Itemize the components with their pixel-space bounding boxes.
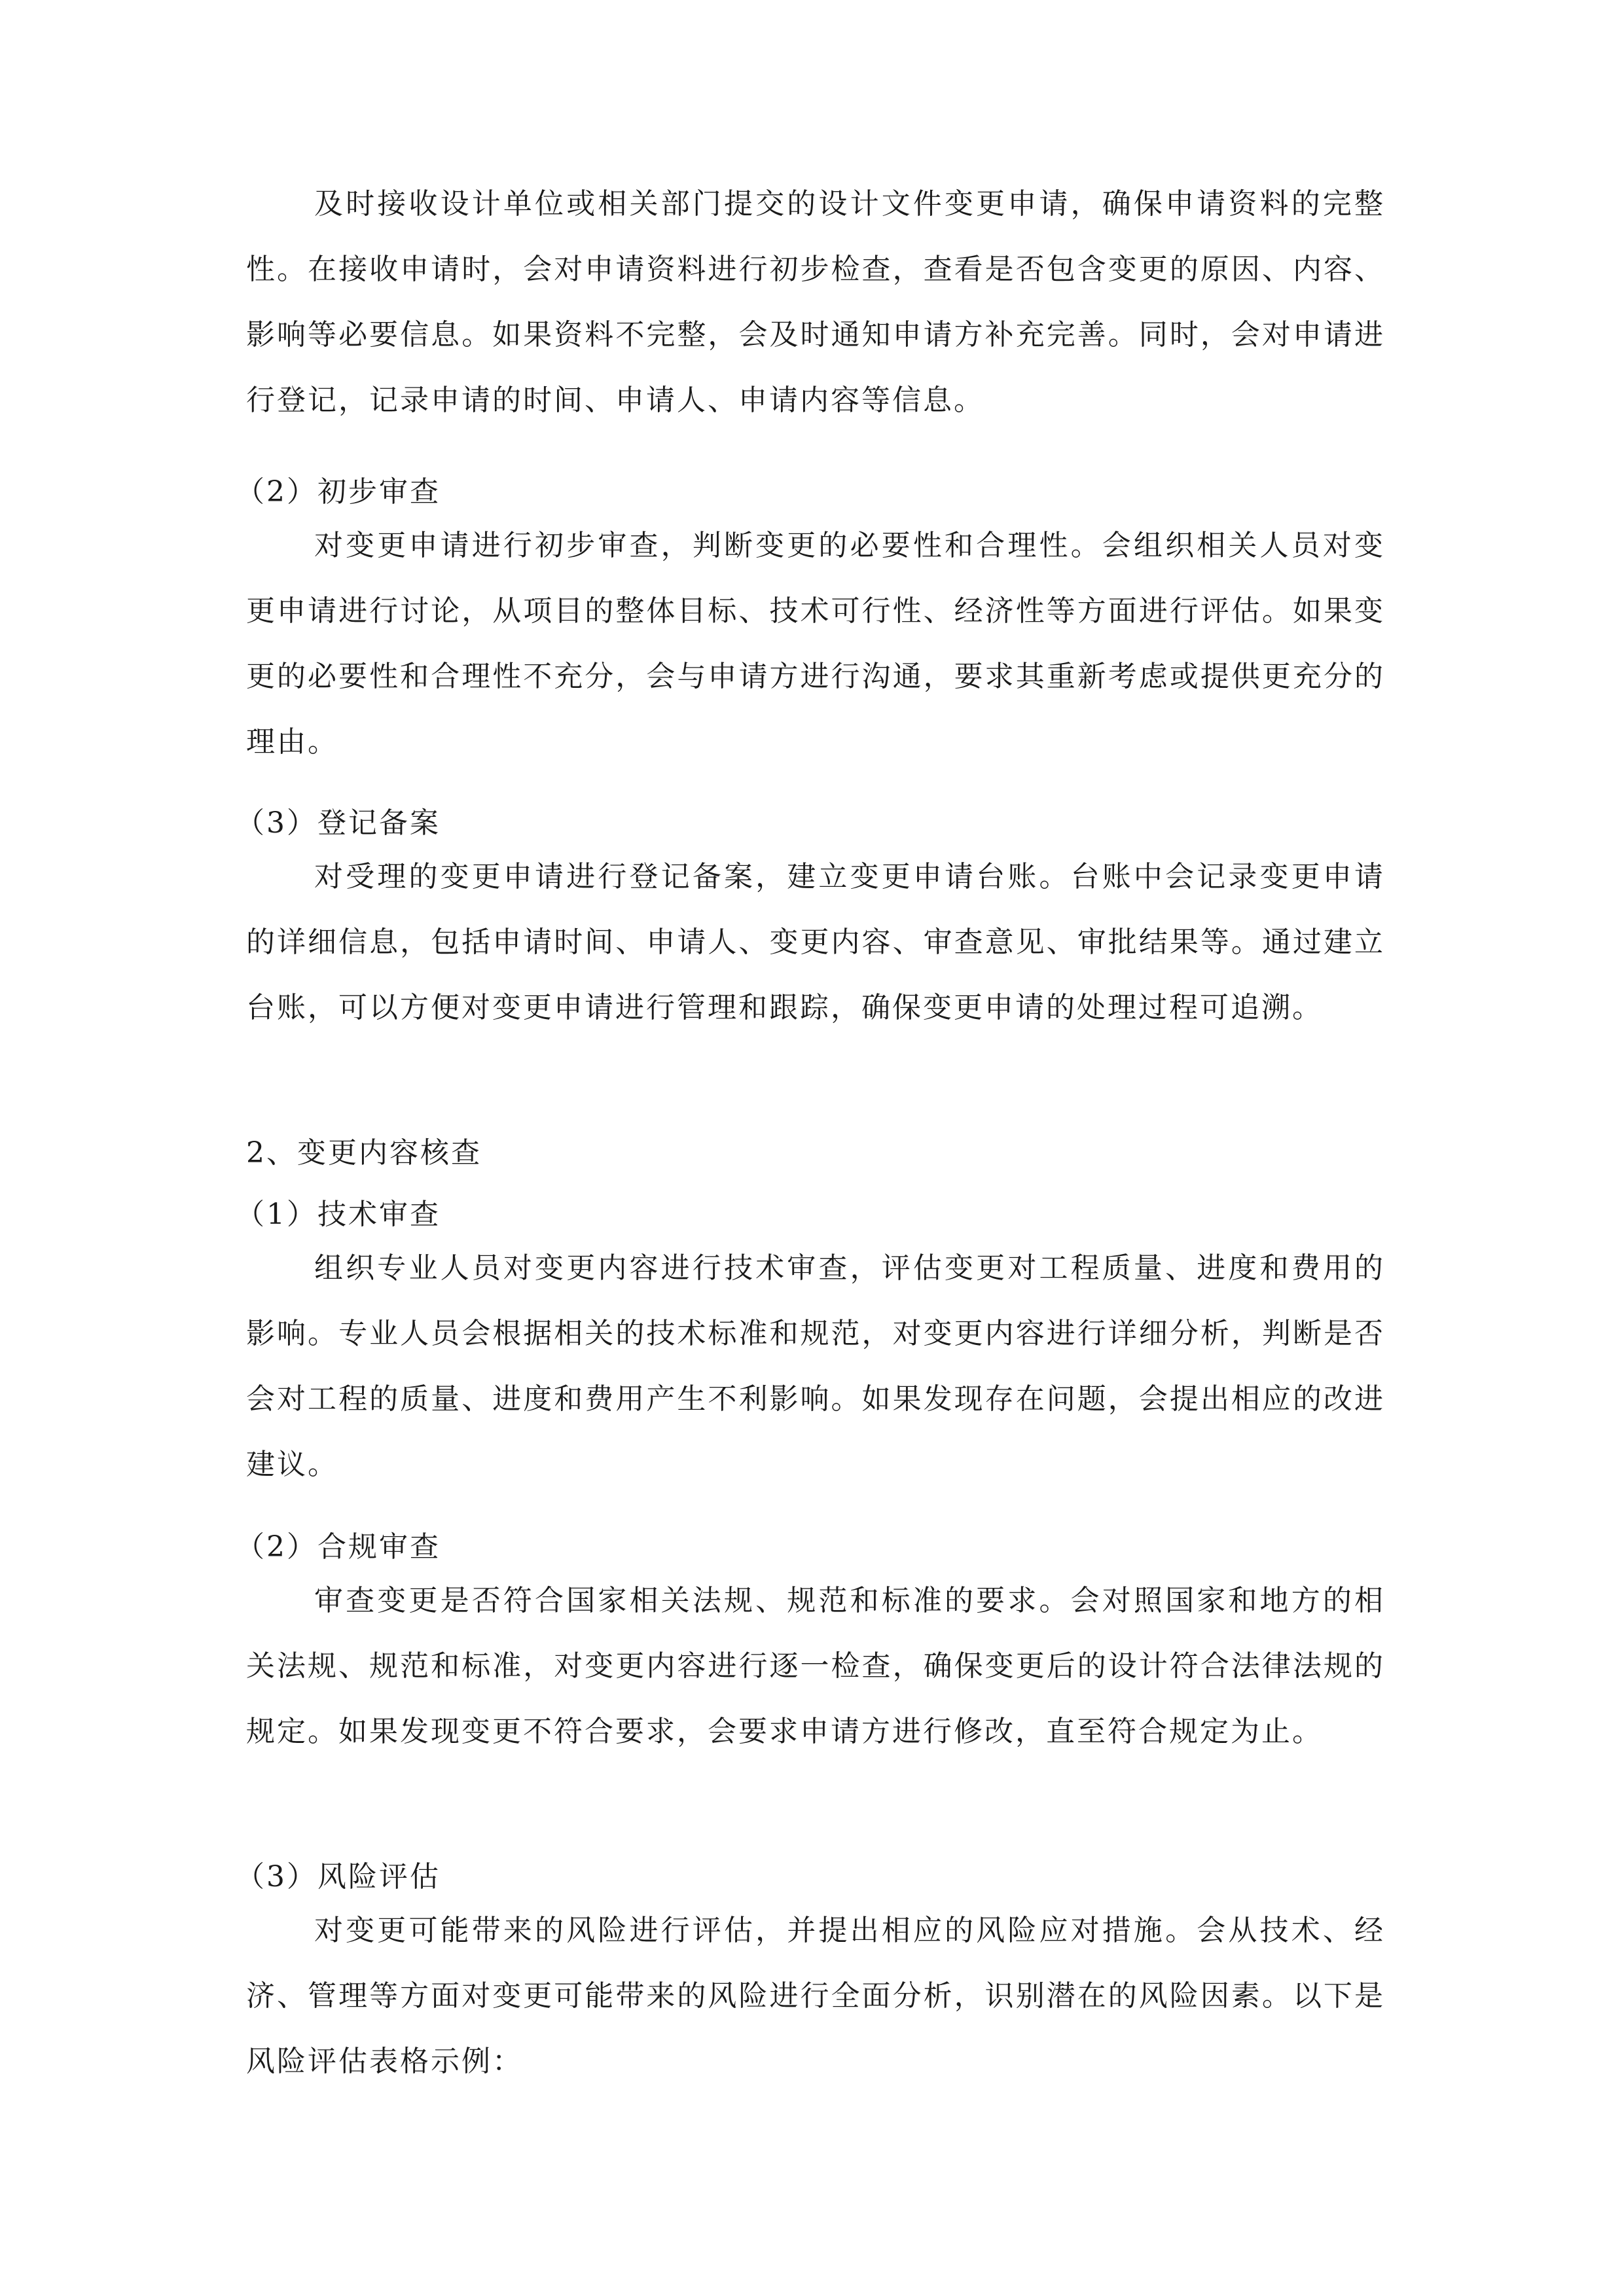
paragraph-technical-review: 组织专业人员对变更内容进行技术审查，评估变更对工程质量、进度和费用的影响。专业人员会根据相关的技术标准和规范，对变更内容进行详细分析，判断是否会对工程的质量、进度和费用产生不利影响。如果发现存在问题，会提出相应的改进建议。 xyxy=(246,1251,1385,1481)
heading-section-2: 2、变更内容核查 xyxy=(246,1136,482,1170)
heading-risk-assessment: （3）风险评估 xyxy=(236,1860,441,1893)
heading-technical-review: （1）技术审查 xyxy=(236,1198,441,1231)
paragraph-initial-review: 对变更申请进行初步审查，判断变更的必要性和合理性。会组织相关人员对变更申请进行讨论，从项目的整体目标、技术可行性、经济性等方面进行评估。如果变更的必要性和合理性不充分，会与申请方进行沟通，要求其重新考虑或提供更充分的理由。 xyxy=(246,529,1385,759)
paragraph-compliance-review: 审查变更是否符合国家相关法规、规范和标准的要求。会对照国家和地方的相关法规、规范和标准，对变更内容进行逐一检查，确保变更后的设计符合法律法规的规定。如果发现变更不符合要求，会要求申请方进行修改，直至符合规定为止。 xyxy=(246,1584,1385,1748)
paragraph-risk-assessment: 对变更可能带来的风险进行评估，并提出相应的风险应对措施。会从技术、经济、管理等方面对变更可能带来的风险进行全面分析，识别潜在的风险因素。以下是风险评估表格示例： xyxy=(246,1914,1385,2078)
paragraph-registration: 对受理的变更申请进行登记备案，建立变更申请台账。台账中会记录变更申请的详细信息，包括申请时间、申请人、变更内容、审查意见、审批结果等。通过建立台账，可以方便对变更申请进行管理和跟踪，确保变更申请的处理过程可追溯。 xyxy=(246,860,1385,1024)
heading-initial-review: （2）初步审查 xyxy=(236,475,441,509)
heading-registration: （3）登记备案 xyxy=(236,806,441,840)
paragraph-receive-application: 及时接收设计单位或相关部门提交的设计文件变更申请，确保申请资料的完整性。在接收申请时，会对申请资料进行初步检查，查看是否包含变更的原因、内容、影响等必要信息。如果资料不完整，会及时通知申请方补充完善。同时，会对申请进行登记，记录申请的时间、申请人、申请内容等信息。 xyxy=(246,187,1385,417)
heading-compliance-review: （2）合规审查 xyxy=(236,1530,441,1564)
